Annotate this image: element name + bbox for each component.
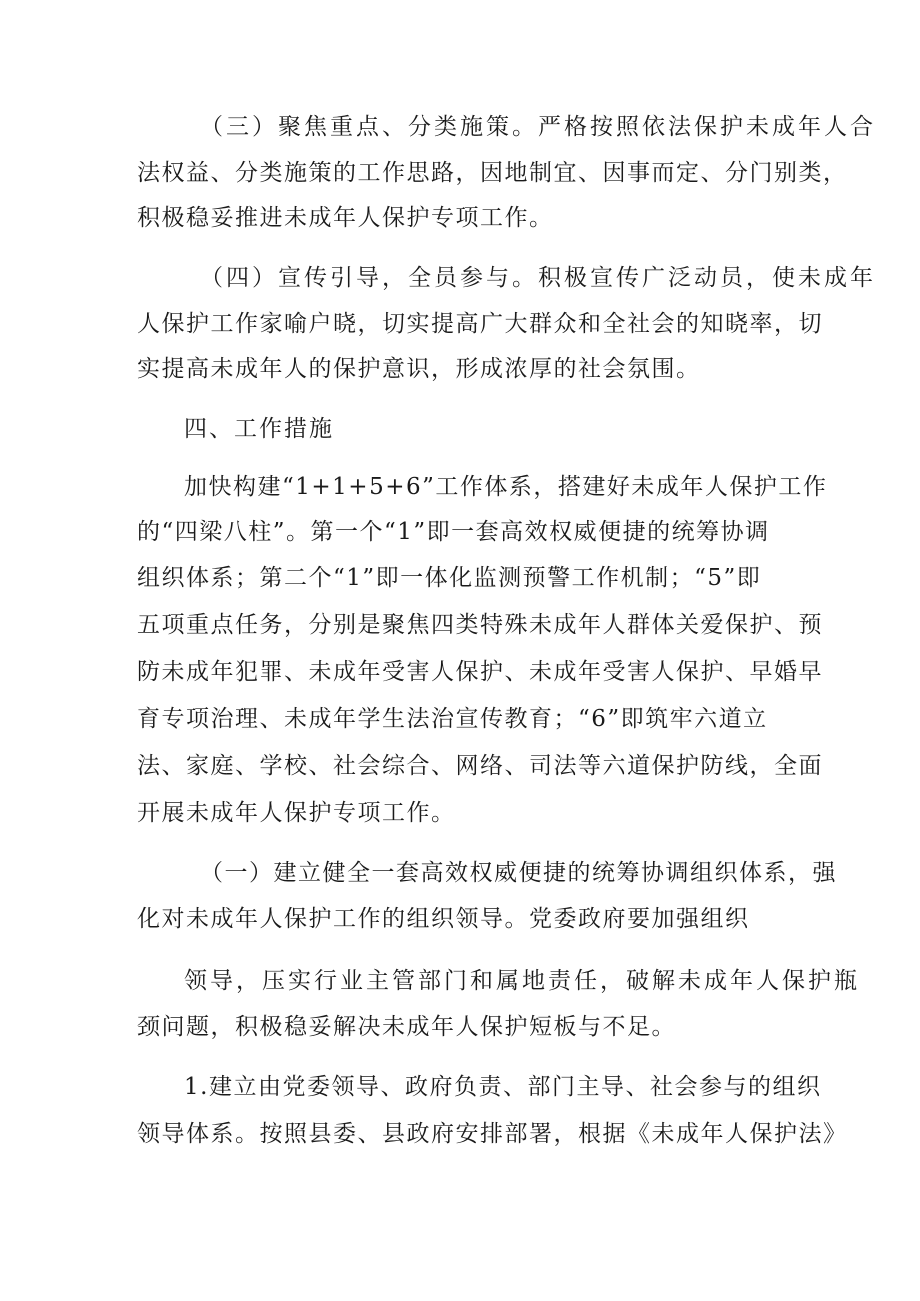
text-line: 法权益、分类施策的工作思路，因地制宜、因事而定、分门别类， [137,160,848,186]
text-line: 化对未成年人保护工作的组织领导。党委政府要加强组织 [137,906,750,932]
text-line: 实提高未成年人的保护意识，形成浓厚的社会氛围。 [137,356,701,382]
text-line: 法、家庭、学校、社会综合、网络、司法等六道保护防线，全面 [137,753,823,779]
text-line: 领导体系。按照县委、县政府安排部署，根据《未成年人保护法》 [137,1121,848,1147]
text-line: 五项重点任务，分别是聚焦四类特殊未成年人群体关爱保护、预 [137,612,823,638]
text-line: 1.建立由党委领导、政府负责、部门主导、社会参与的组织 [184,1074,822,1100]
text-line: （四）宣传引导，全员参与。积极宣传广泛动员，使未成年 [200,265,876,291]
text-line: 开展未成年人保护专项工作。 [137,800,456,826]
text-line: 组织体系；第二个“1”即一体化监测预警工作机制；“5”即 [137,565,762,591]
text-line: （三）聚焦重点、分类施策。严格按照依法保护未成年人合 [200,114,876,140]
section-heading: 四、工作措施 [184,416,334,442]
text-line: 积极稳妥推进未成年人保护专项工作。 [137,205,554,231]
text-line: 领导，压实行业主管部门和属地责任，破解未成年人保护瓶 [184,968,860,994]
text-line: 防未成年犯罪、未成年受害人保护、未成年受害人保护、早婚早 [137,659,823,685]
text-line: 加快构建“1+1+5+6”工作体系，搭建好未成年人保护工作 [184,474,828,500]
text-line: （一）建立健全一套高效权威便捷的统筹协调组织体系，强 [200,860,837,886]
text-line: 的“四梁八柱”。第一个“1”即一套高效权威便捷的统筹协调 [137,519,770,545]
text-line: 人保护工作家喻户晓，切实提高广大群众和全社会的知晓率，切 [137,311,823,337]
text-line: 颈问题，积极稳妥解决未成年人保护短板与不足。 [137,1014,676,1040]
text-line: 育专项治理、未成年学生法治宣传教育；“6”即筑牢六道立 [137,706,768,732]
